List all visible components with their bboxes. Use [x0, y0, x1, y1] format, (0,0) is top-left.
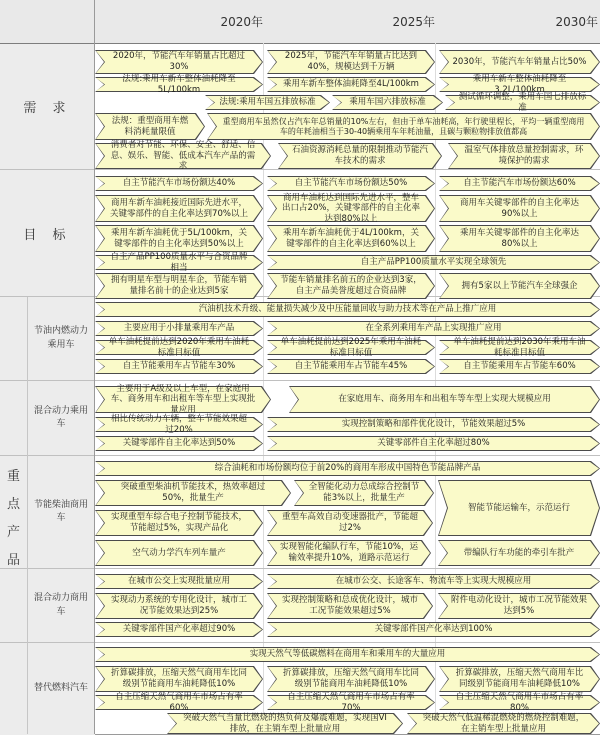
arrow-goals-r5-2020: 拥有明星车型与明星车企，节能车销量排名前十的企业达到5家 [95, 273, 263, 299]
roadmap-content [95, 0, 600, 735]
arrow-gasoline-r3-2030: 单车油耗提前达到2030年乘用车油耗标准目标值 [439, 340, 600, 355]
arrow-hybridpass-r1-2025-2030: 在家庭用车、商务用车和出租车等车型上实现大规模应用 [289, 386, 600, 413]
subsection-label-alt-fuel: 替代燃料汽车 [27, 643, 95, 735]
arrow-altfuel-r4-a: 突破天然气当量比燃烧的热负荷及爆震难题，实现国VI排放，在主销车型上批量应用 [167, 713, 403, 734]
arrow-diesel-r4-2025: 实现智能化编队行车，节能10%，运输效率提升10%，道路示范运行 [267, 540, 431, 566]
arrow-gasoline-r4-2030: 自主节能乘用车占节能车60% [439, 359, 600, 374]
arrow-diesel-r3-2025: 重型车高效自动变速器批产，节能超过2% [267, 510, 433, 536]
arrow-diesel-r2-2025: 全智能化动力总成综合控制节能3%以上，批量生产 [294, 480, 434, 506]
arrow-goals-r4-2025-2030: 自主产品PP100质量水平实现全球领先 [267, 255, 600, 270]
arrow-demand-r2-2020: 法规:乘用车新车整体油耗降至5L/100km [95, 77, 263, 92]
subsection-label-diesel-commercial: 节能柴油商用车 [27, 456, 95, 568]
arrow-gasoline-r1-full: 汽油机技术升级、能量损失减少及中压能量回收与助力技术等在产品上推广应用 [95, 302, 600, 317]
subsection-label-hybrid-commercial: 混合动力商用车 [27, 569, 95, 642]
arrow-hybridcomm-r3-2025-2030: 关键零部件国产化率达到100% [267, 622, 600, 637]
arrow-goals-r5-2030: 拥有5家以上节能汽车全球强企 [439, 273, 600, 299]
arrow-demand-r4-note: 重型商用车虽然仅占汽车年总销量的10%左右，但由于单车油耗高，年行驶里程长，平均一辆重型商用车的年耗油相当于30-40辆乘用车年耗油量，且碳与颗粒物排放值都高 [207, 113, 600, 140]
arrow-diesel-smart-truck-2030: 智能节能运输车，示范运行 [438, 480, 600, 536]
arrow-demand-r3-2020: 法规:乘用车国五排放标准 [205, 95, 330, 110]
arrow-goals-r1-2030: 自主节能汽车市场份额达60% [439, 176, 600, 191]
section-label-goals: 目 标 [0, 170, 95, 296]
arrow-hybridcomm-r2-2020: 实现动力系统的专用化设计，城市工况节能效果达到25% [95, 593, 263, 619]
arrow-demand-r3-2030: 测试循环调整，乘用车国七排放标准 [445, 95, 600, 110]
year-header-2025: 2025年 [392, 15, 435, 29]
arrow-hybridpass-r3-2020: 关键零部件自主化率达到50% [95, 436, 263, 451]
arrow-goals-r2-2025: 商用车油耗达到国际先进水平，整车出口占20%，关键零部件的自主化率达到80%以上 [267, 195, 435, 222]
arrow-demand-r5-2025: 石油资源消耗总量的限制推动节能汽车技术的需求 [278, 143, 442, 169]
arrow-demand-r2-2025: 乘用车新车整体油耗降至4L/100km [267, 77, 435, 92]
arrow-demand-r1-2020: 2020年，节能汽车年销量占比超过30% [95, 50, 263, 74]
arrow-altfuel-r3-2020: 自主压缩天然气商用车市场占有率60% [95, 695, 263, 710]
subsection-column-border [27, 297, 28, 734]
arrow-gasoline-r3-2020: 单车油耗提前达到2020年乘用车油耗标准目标值 [95, 340, 263, 355]
arrow-demand-r4-regulation: 法规：重型商用车燃料消耗量限值 [95, 113, 205, 140]
arrow-altfuel-r2-2020: 折算碳排放，压缩天然气商用车比同级别节能商用车油耗降低10% [95, 666, 263, 692]
arrow-diesel-r4-2020: 空气动力学汽车列车量产 [95, 540, 263, 566]
arrow-demand-r2-2030: 乘用车新车整体油耗降至3.2L/100km [439, 77, 600, 92]
arrow-gasoline-r2-2025-2030: 在全系列乘用车产品上实现推广应用 [267, 321, 600, 336]
arrow-demand-r5-2030: 温室气体排放总量控制需求，环境保护的需求 [448, 143, 600, 169]
arrow-goals-r3-2030: 乘用车关键零部件的自主化率达80%以上 [439, 225, 600, 252]
arrow-altfuel-r3-2025: 自主压缩天然气商用车市场占有率70% [267, 695, 435, 710]
arrow-goals-r1-2025: 自主节能汽车市场份额达50% [267, 176, 435, 191]
arrow-gasoline-r3-2025: 单车油耗提前达到2025年乘用车油耗标准目标值 [267, 340, 435, 355]
arrow-goals-r5-2025: 节能车销量排名前五的企业达到3家，自主产品美誉度超过合资品牌 [267, 273, 435, 299]
arrow-demand-r1-2025: 2025年，节能汽车年销量占比达到40%，规模达到千万辆 [267, 50, 435, 74]
arrow-hybridpass-r3-2025-2030: 关键零部件自主化率超过80% [267, 436, 600, 451]
arrow-goals-r1-2020: 自主节能汽车市场份额达40% [95, 176, 263, 191]
arrow-demand-r3-2025: 乘用车国六排放标准 [332, 95, 443, 110]
arrow-hybridcomm-r1-2025-2030: 在城市公交、长途客车、物流车等上实现大规模应用 [267, 574, 600, 589]
arrow-gasoline-r4-2020: 自主节能乘用车占节能车30% [95, 359, 263, 374]
arrow-hybridpass-r2-2020: 相比传统动力车辆，整车节能效果超过20% [95, 417, 263, 432]
arrow-goals-r2-2030: 商用车关键零部件的自主化率达90%以上 [439, 195, 600, 222]
arrow-diesel-r2-2020: 突破重型柴油机节能技术，热效率超过50%，批量生产 [95, 480, 291, 506]
arrow-diesel-r3-2020: 实现重型车综合电子控制节能技术，节能超过5%，实现产品化 [95, 510, 263, 536]
subsection-label-gasoline-ice: 节油内燃动力乘用车 [27, 297, 95, 380]
arrow-diesel-r1-full: 综合油耗和市场份额均位于前20%的商用车形成中国特色节能品牌产品 [95, 461, 600, 476]
arrow-goals-r3-2025: 乘用车新车油耗优于4L/100km，关键零部件的自主化率达到60%以上 [267, 225, 435, 252]
arrow-diesel-r4-2030: 带编队行车功能的牵引车批产 [438, 540, 600, 566]
arrow-gasoline-r4-2025: 自主节能乘用车占节能车45% [267, 359, 435, 374]
section-label-demand: 需 求 [0, 44, 95, 169]
arrow-hybridcomm-r1-2020: 在城市公交上实现批量应用 [95, 574, 263, 589]
arrow-goals-r3-2020: 乘用车新车油耗优于5L/100km，关键零部件的自主化率达到50%以上 [95, 225, 263, 252]
arrow-hybridcomm-r2-2030: 附件电动化设计，城市工况节能效果达到5% [438, 593, 600, 619]
subsection-label-hybrid-passenger: 混合动力乘用车 [27, 381, 95, 455]
arrow-altfuel-r2-2025: 折算碳排放，压缩天然气商用车比同级别节能商用车油耗降低10% [267, 666, 435, 692]
arrow-hybridpass-r2-2025-2030: 实现控制策略和部件优化设计，节能效果超过5% [267, 417, 600, 432]
year-header-2020: 2020年 [220, 15, 263, 29]
arrow-demand-r5-2020: 消费者对节能、环保、安全、舒适、信息、娱乐、智能、低成本汽车产品的需求 [95, 143, 271, 169]
arrow-gasoline-r2-2020: 主要应用于小排量乘用车产品 [95, 321, 263, 336]
arrow-altfuel-r1-full: 实现天然气等低碳燃料在商用车和乘用车的大量应用 [95, 647, 600, 662]
arrow-hybridcomm-r3-2020: 关键零部件国产化率超过90% [95, 622, 263, 637]
arrow-altfuel-r3-2030: 自主压缩天然气商用车市场占有率80% [439, 695, 600, 710]
arrow-demand-r1-2030: 2030年，节能汽车年销量占比50% [439, 50, 600, 74]
arrow-goals-r2-2020: 商用车新车油耗接近国际先进水平，关键零部件的自主化率达到70%以上 [95, 195, 263, 222]
section-label-key-products: 重 点 产 品 [0, 297, 27, 735]
arrow-altfuel-r2-2030: 折算碳排放，压缩天然气商用车比同级别节能商用车油耗降低10% [439, 666, 600, 692]
arrow-hybridpass-r1-2020: 主要用于A级及以上车型，在家庭用车、商务用车和出租车等车型上实现批量应用 [95, 386, 271, 413]
arrow-altfuel-r4-b: 突破天然气低温稀混燃烧的燃烧控制难题，在主销车型上批量应用 [407, 713, 600, 734]
year-header-2030: 2030年 [555, 15, 598, 29]
arrow-goals-r4-2020: 自主产品PP100质量水平与合资品牌相当 [95, 255, 263, 270]
arrow-hybridcomm-r2-2025: 实现控制策略和总成优化设计，城市工况节能效果超过5% [267, 593, 433, 619]
